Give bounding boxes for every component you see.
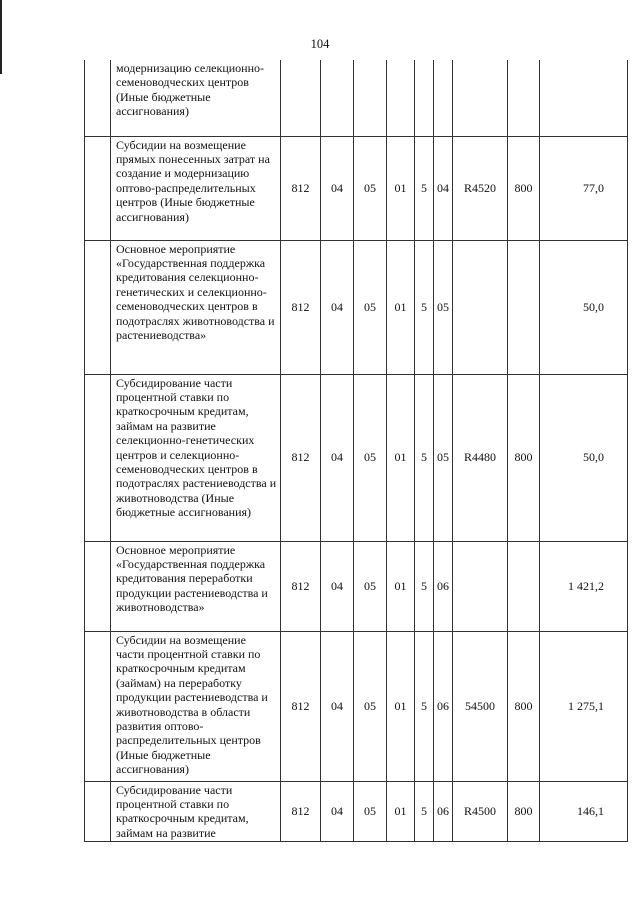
table-row xyxy=(85,60,628,136)
section-code-cell: 04 xyxy=(321,136,354,240)
section-code-cell: 04 xyxy=(321,541,354,631)
amount-cell: 146,1 xyxy=(540,781,628,841)
section-code-cell: 04 xyxy=(321,631,354,781)
row-index-cell xyxy=(85,60,111,136)
subprogram-code-cell: 5 xyxy=(415,541,434,631)
section-code-cell: 04 xyxy=(321,240,354,374)
row-index-cell xyxy=(85,631,111,781)
expense-type-code-cell xyxy=(508,541,540,631)
budget-table xyxy=(84,60,628,842)
subprogram-code-cell: 5 xyxy=(415,240,434,374)
row-index-cell xyxy=(85,781,111,841)
subsection-code-cell: 05 xyxy=(354,631,387,781)
expense-type-code-cell xyxy=(508,60,540,136)
subprogram-code-cell xyxy=(415,60,434,136)
item-name-cell: Субсидирование части процентной ставки по краткосрочным кредитам, займам на развитие xyxy=(111,781,281,841)
event-code-cell: 05 xyxy=(434,374,453,541)
subprogram-code-cell: 5 xyxy=(415,136,434,240)
amount-cell: 1 421,2 xyxy=(540,541,628,631)
direction-code-cell xyxy=(453,240,508,374)
subsection-code-cell: 05 xyxy=(354,541,387,631)
row-index-cell xyxy=(85,541,111,631)
ministry-code-cell: 812 xyxy=(281,374,321,541)
table-row xyxy=(85,136,628,240)
program-code-cell: 01 xyxy=(387,374,415,541)
event-code-cell: 06 xyxy=(434,541,453,631)
direction-code-cell: R4500 xyxy=(453,781,508,841)
amount-cell: 50,0 xyxy=(540,374,628,541)
row-index-cell xyxy=(85,240,111,374)
section-code-cell: 04 xyxy=(321,781,354,841)
ministry-code-cell: 812 xyxy=(281,240,321,374)
ministry-code-cell: 812 xyxy=(281,631,321,781)
subsection-code-cell: 05 xyxy=(354,240,387,374)
amount-cell xyxy=(540,60,628,136)
program-code-cell: 01 xyxy=(387,541,415,631)
program-code-cell: 01 xyxy=(387,631,415,781)
direction-code-cell: R4480 xyxy=(453,374,508,541)
subsection-code-cell: 05 xyxy=(354,374,387,541)
subsection-code-cell: 05 xyxy=(354,781,387,841)
item-name-cell: Субсидирование части процентной ставки по краткосрочным кредитам, займам на развитие селекционно-генетических центров и селекционно-семеноводческих центров в подотраслях растениеводства и животноводства (Иные бюджетные ассигнования) xyxy=(111,374,281,541)
item-name-cell: Основное мероприятие «Государственная поддержка кредитования переработки продукции растениеводства и животноводства» xyxy=(111,541,281,631)
event-code-cell: 04 xyxy=(434,136,453,240)
direction-code-cell: 54500 xyxy=(453,631,508,781)
ministry-code-cell xyxy=(281,60,321,136)
program-code-cell xyxy=(387,60,415,136)
direction-code-cell xyxy=(453,60,508,136)
page-number: 104 xyxy=(310,37,330,51)
ministry-code-cell: 812 xyxy=(281,541,321,631)
expense-type-code-cell xyxy=(508,240,540,374)
row-index-cell xyxy=(85,136,111,240)
program-code-cell: 01 xyxy=(387,136,415,240)
subprogram-code-cell: 5 xyxy=(415,781,434,841)
subsection-code-cell xyxy=(354,60,387,136)
event-code-cell: 05 xyxy=(434,240,453,374)
amount-cell: 50,0 xyxy=(540,240,628,374)
table-body xyxy=(85,60,628,841)
section-code-cell xyxy=(321,60,354,136)
event-code-cell: 06 xyxy=(434,631,453,781)
amount-cell: 1 275,1 xyxy=(540,631,628,781)
subsection-code-cell: 05 xyxy=(354,136,387,240)
program-code-cell: 01 xyxy=(387,240,415,374)
expense-type-code-cell: 800 xyxy=(508,781,540,841)
section-code-cell: 04 xyxy=(321,374,354,541)
direction-code-cell xyxy=(453,541,508,631)
expense-type-code-cell: 800 xyxy=(508,631,540,781)
item-name-cell: Основное мероприятие «Государственная поддержка кредитования селекционно-генетических и селекционно-семеноводческих центров в подотраслях животноводства и растениеводства» xyxy=(111,240,281,374)
item-name-cell: модернизацию селекционно-семеноводческих центров (Иные бюджетные ассигнования) xyxy=(111,60,281,136)
program-code-cell: 01 xyxy=(387,781,415,841)
row-index-cell xyxy=(85,374,111,541)
expense-type-code-cell: 800 xyxy=(508,136,540,240)
table-row xyxy=(85,374,628,541)
item-name-cell: Субсидии на возмещение части процентной ставки по краткосрочным кредитам (займам) на переработку продукции растениеводства и животноводства в области развития оптово-распределительных центров (Иные бюджетные ассигнования) xyxy=(111,631,281,781)
direction-code-cell: R4520 xyxy=(453,136,508,240)
event-code-cell xyxy=(434,60,453,136)
item-name-cell: Субсидии на возмещение прямых понесенных затрат на создание и модернизацию оптово-распределительных центров (Иные бюджетные ассигнования) xyxy=(111,136,281,240)
table-row xyxy=(85,631,628,781)
subprogram-code-cell: 5 xyxy=(415,374,434,541)
ministry-code-cell: 812 xyxy=(281,781,321,841)
subprogram-code-cell: 5 xyxy=(415,631,434,781)
table-row xyxy=(85,541,628,631)
table-row xyxy=(85,240,628,374)
ministry-code-cell: 812 xyxy=(281,136,321,240)
table-row xyxy=(85,781,628,841)
event-code-cell: 06 xyxy=(434,781,453,841)
expense-type-code-cell: 800 xyxy=(508,374,540,541)
amount-cell: 77,0 xyxy=(540,136,628,240)
